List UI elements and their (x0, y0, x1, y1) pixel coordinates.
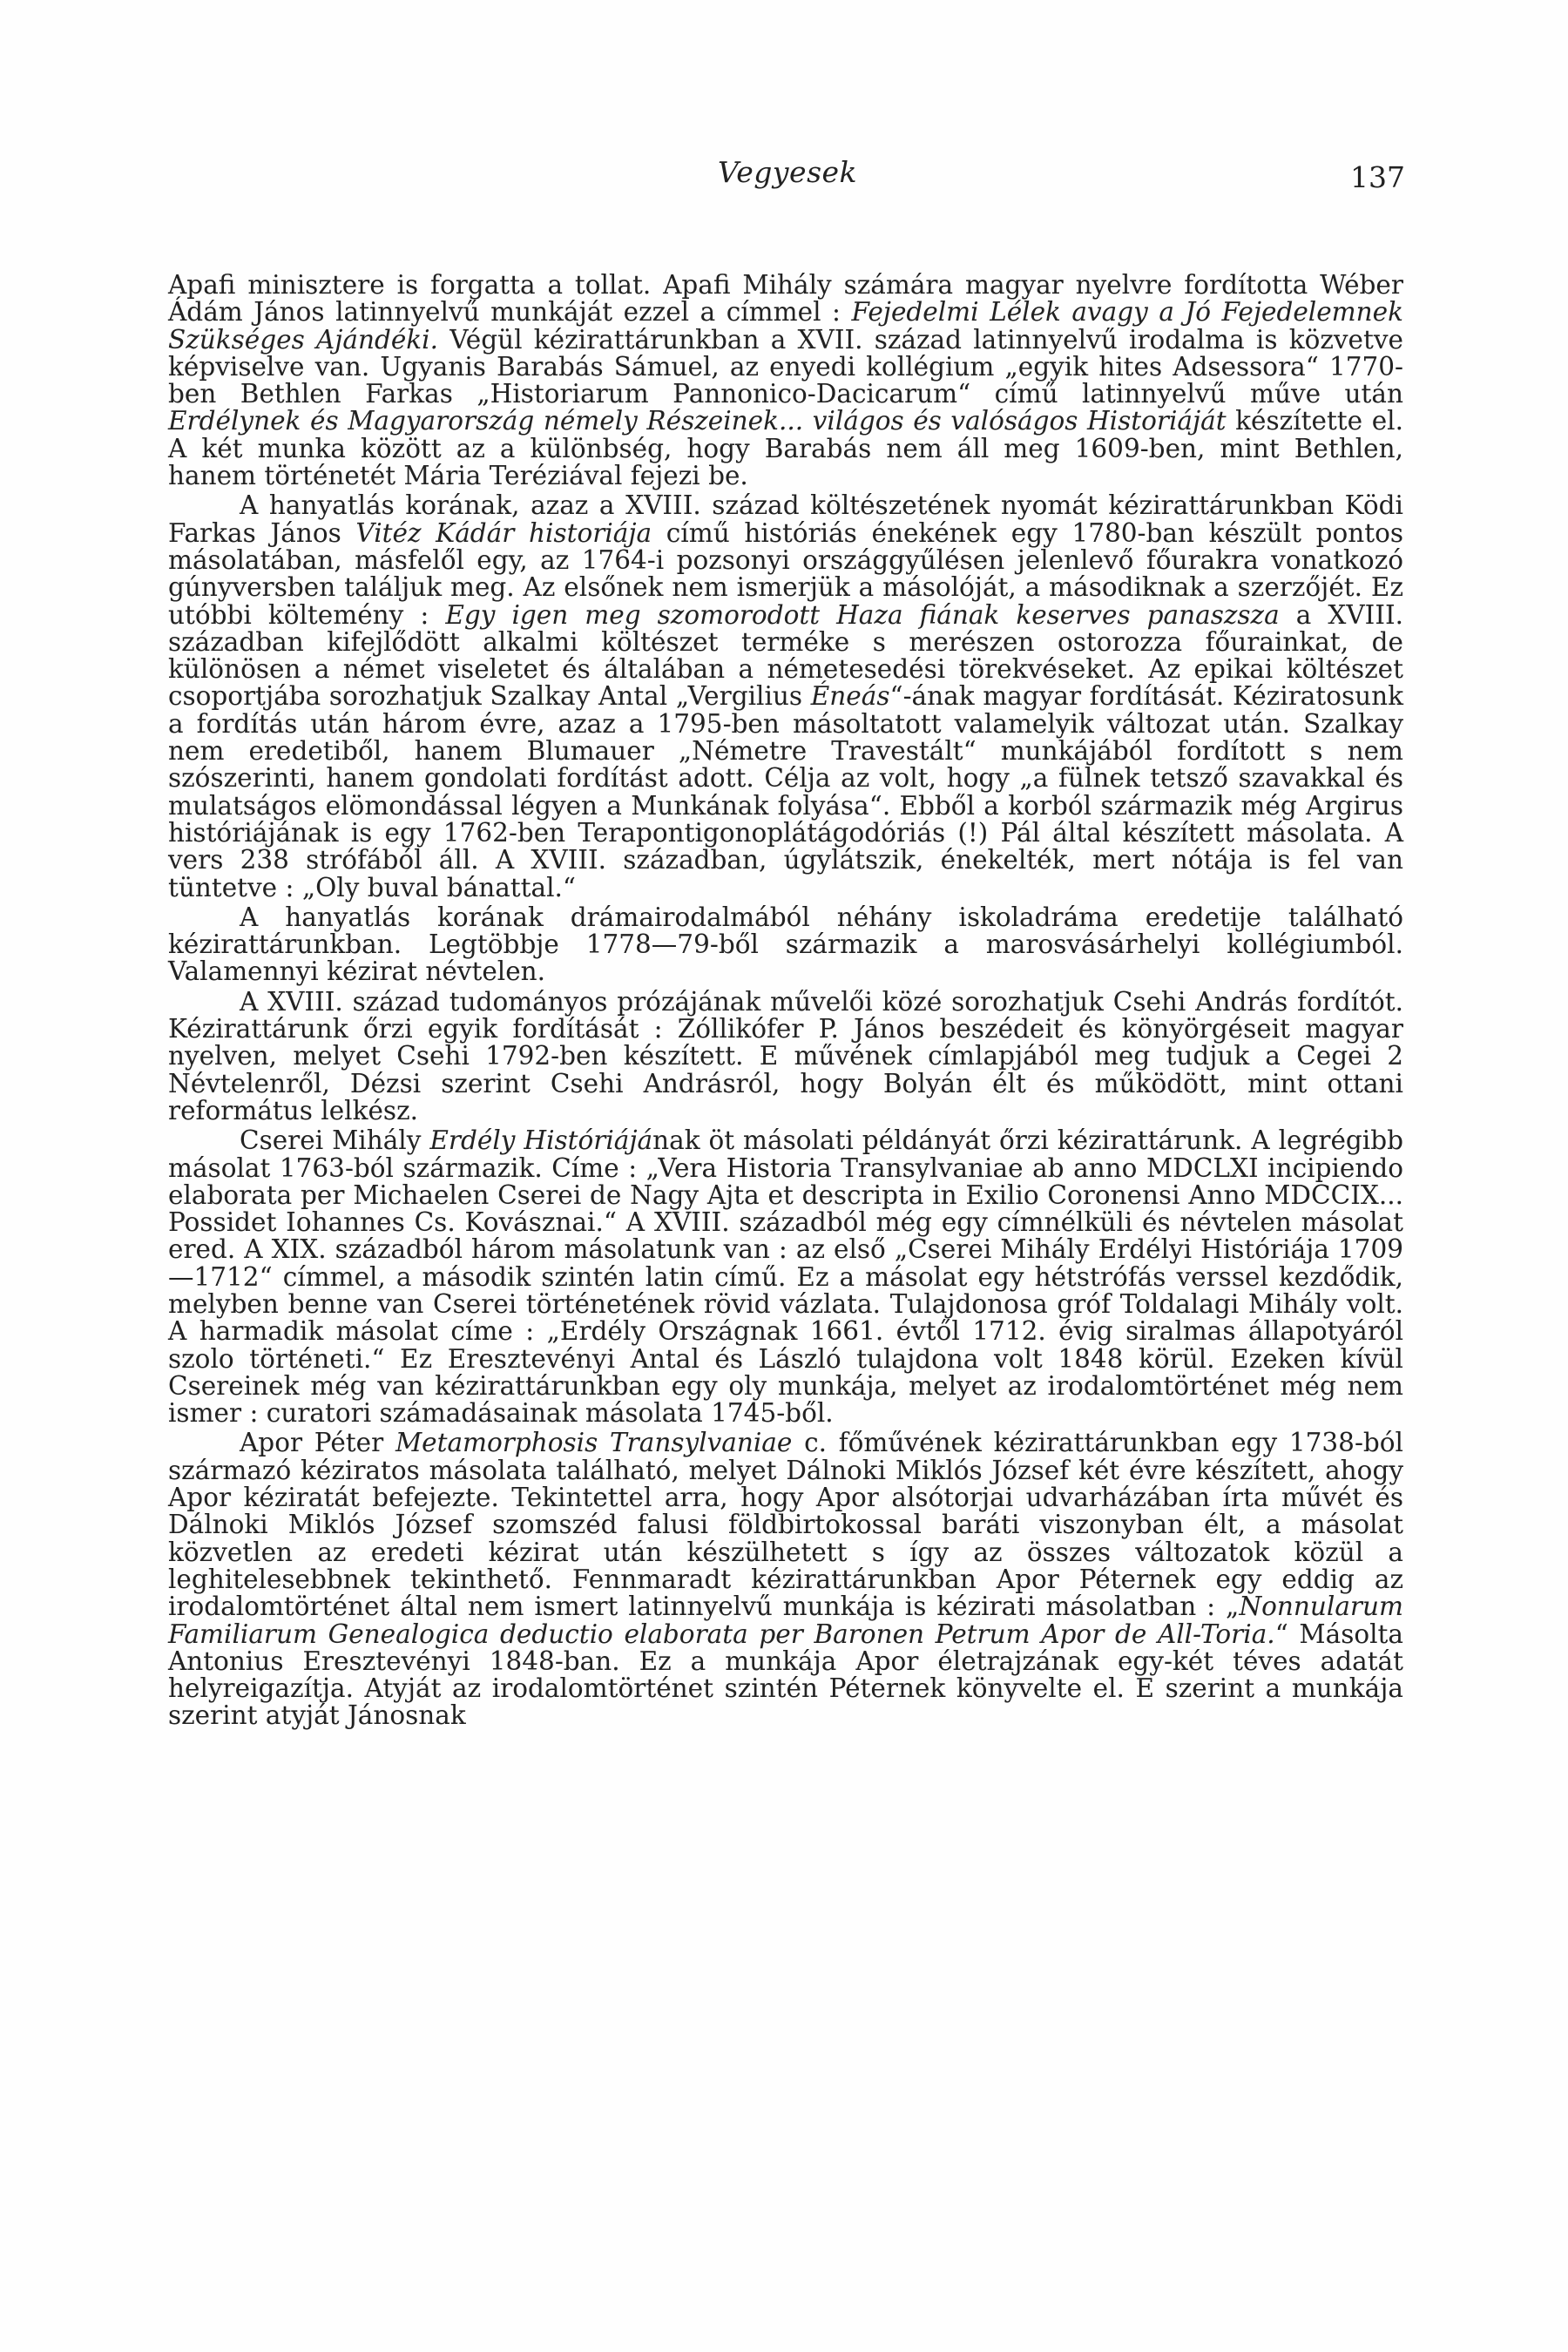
paragraph (168, 1429, 1403, 1729)
paragraph-text: nak öt másolati példányát őrzi kézirattárunk. A legrégibb másolat 1763-ból származik. Címe : „Vera Historia Transylvaniae ab anno MDCLXI incipiendo elaborata per Michaelen Cserei de Nagy Ajta et descripta in Exilio Coronensi Anno MDCCIX... Possidet Iohannes Cs. Kovásznai.“ A XVIII. századból még egy címnélküli és névtelen másolat ered. A XIX. századból három másolatunk van : az első „Cserei Mihály Erdélyi Históriája 1709—1712“ címmel, a második szintén latin című. Ez a másolat egy hétstrófás verssel kezdődik, melyben benne van Cserei történetének rövid vázlata. Tulajdonosa gróf Toldalagi Mihály volt. A harmadik másolat címe : „Erdély Országnak 1661. évtől 1712. évig siralmas állapotyáról szolo történeti.“ Ez Eresztevényi Antal és László tulajdona volt 1848 körül. Ezeken kívül Csereinek még van kézirattárunkban egy oly munkája, melyet az irodalomtörténet még nem ismer : curatori számadásainak másolata 1745-ből. (168, 1125, 1403, 1429)
paragraph-text: “ Másolta Antonius Eresztevényi 1848-ban. Ez a munkája Apor életrajzának egy-két téves adatát helyreigazítja. Atyját az irodalomtörténet szintén Péternek könyvelte el. E szerint a munkája szerint atyját Jánosnak (168, 1619, 1403, 1731)
italic-title-text: Erdélynek és Magyarország némely Részeinek... világos és valóságos Historiáját (168, 406, 1227, 436)
paragraph (168, 272, 1403, 490)
running-head (170, 155, 1405, 199)
paragraph-text: Cserei Mihály (240, 1125, 430, 1156)
paragraph-text: című históriás énekének egy 1780-ban készült pontos másolatában, másfelől egy, az 1764-i pozsonyi országgyűlésen jelenlevő főurakra vonatkozó gúnyversben találjuk meg. Az elsőnek nem ismerjük a másolóját, a másodiknak a szerzőjét. Ez utóbbi költemény : (168, 517, 1403, 630)
paragraph-text: Végül kézirattárunkban a XVII. század latinnyelvű irodalma is közvetve képviselve van. Ugyanis Barabás Sámuel, az enyedi kollégium „egyik hites Adsessora“ 1770-ben Bethlen Farkas „Historiarum Pannonico-Dacicarum“ című latinnyelvű műve után (168, 324, 1403, 409)
paragraph-text: a XVIII. században kifejlődött alkalmi költészet terméke s merészen ostorozza főurainkat, de különösen a német viseletet és általában a németesedési törekvéseket. Az epikai költészet csoportjába sorozhatjuk Szalkay Antal „Vergilius (168, 599, 1403, 712)
paragraph (168, 1127, 1403, 1427)
paragraph-text: c. főművének kézirattárunkban egy 1738-ból származó kéziratos másolata található, melyet Dálnoki Miklós József két évre készített, ahogy Apor kéziratát befejezte. Tekintettel arra, hogy Apor alsótorjai udvarházában írta művét és Dálnoki Miklós József szomszéd falusi földbirtokossal baráti viszonyban élt, a másolat közvetlen az eredeti kézirat után készülhetett s így az összes változatok közül a leghitelesebbnek tekinthető. Fennmaradt kézirattárunkban Apor Péternek egy eddig az irodalomtörténet által nem ismert latinnyelvű munkája is kézirati másolatban : „ (168, 1428, 1403, 1622)
italic-title-text: Metamorphosis Transylvaniae (395, 1428, 793, 1458)
paragraph-text: A hanyatlás korának, azaz a XVIII. század költészetének nyomát kézirattárunkban Ködi Farkas János (168, 490, 1403, 548)
italic-title-text: Vitéz Kádár historiája (355, 517, 652, 548)
paragraph-text: “-ának magyar fordítását. Kéziratosunk a fordítás után három évre, azaz a 1795-ben másoltatott valamelyik változat után. Szalkay nem eredetiből, hanem Blumauer „Németre Travestált“ munkájából fordított s nem szószerinti, hanem gondolati fordítást adott. Célja az volt, hogy „a fülnek tetsző szavakkal és mulatságos elömondással légyen a Munkának folyása“. Ebből a korból származik még Argirus históriájának is egy 1762-ben Terapontigonoplátágodóriás (!) Pál által készített másolata. A vers 238 strófából áll. A XVIII. században, úgylátszik, énekelték, mert nótája is fel van tüntetve : „Oly buval bánattal.“ (168, 681, 1403, 902)
paragraph (168, 904, 1403, 986)
italic-title-text: Éneás (810, 681, 890, 712)
paragraph-text: Apafi minisztere is forgatta a tollat. Apafi Mihály számára magyar nyelvre fordította Wéber Ádám János latinnyelvű munkáját ezzel a címmel : (168, 270, 1403, 328)
italic-title-text: Nonnularum Familiarum Genealogica deductio elaborata per Baronen Petrum Apor de All-Toria. (168, 1592, 1403, 1649)
italic-title-text: Erdély Históriájá (429, 1125, 653, 1156)
paragraph (168, 492, 1403, 901)
paragraph (168, 986, 1403, 1125)
paragraph-text: A XVIII. század tudományos prózájának művelői közé sorozhatjuk Csehi András fordítót. Kézirattárunk őrzi egyik fordítását : Zóllikófer P. János beszédeit és könyörgéseit magyar nyelven, melyet Csehi 1792-ben készített. E művének címlapjából meg tudjuk a Cegei 2 Névtelenről, Dézsi szerint Csehi Andrásról, hogy Bolyán élt és működött, mint ottani református lelkész. (168, 986, 1403, 1125)
italic-title-text: Egy igen meg szomorodott Haza fiának keserves panaszsza (445, 599, 1280, 630)
paragraph-text: Apor Péter (240, 1428, 395, 1458)
page-number: 137 (1350, 160, 1405, 194)
paragraph-text: készítette el. A két munka között az a különbség, hogy Barabás nem áll meg 1609-ben, mint Bethlen, hanem történetét Mária Teréziával fejezi be. (168, 406, 1403, 491)
body-text (168, 272, 1403, 1730)
running-title: Vegyesek (717, 155, 858, 189)
italic-title-text: Fejedelmi Lélek avagy a Jó Fejedelemnek Szükséges Ajándéki. (168, 297, 1403, 355)
paragraph-text: A hanyatlás korának drámairodalmából néhány iskoladráma eredetije található kézirattárunkban. Legtöbbje 1778—79-ből származik a marosvásárhelyi kollégiumból. Valamennyi kézirat névtelen. (168, 902, 1403, 987)
